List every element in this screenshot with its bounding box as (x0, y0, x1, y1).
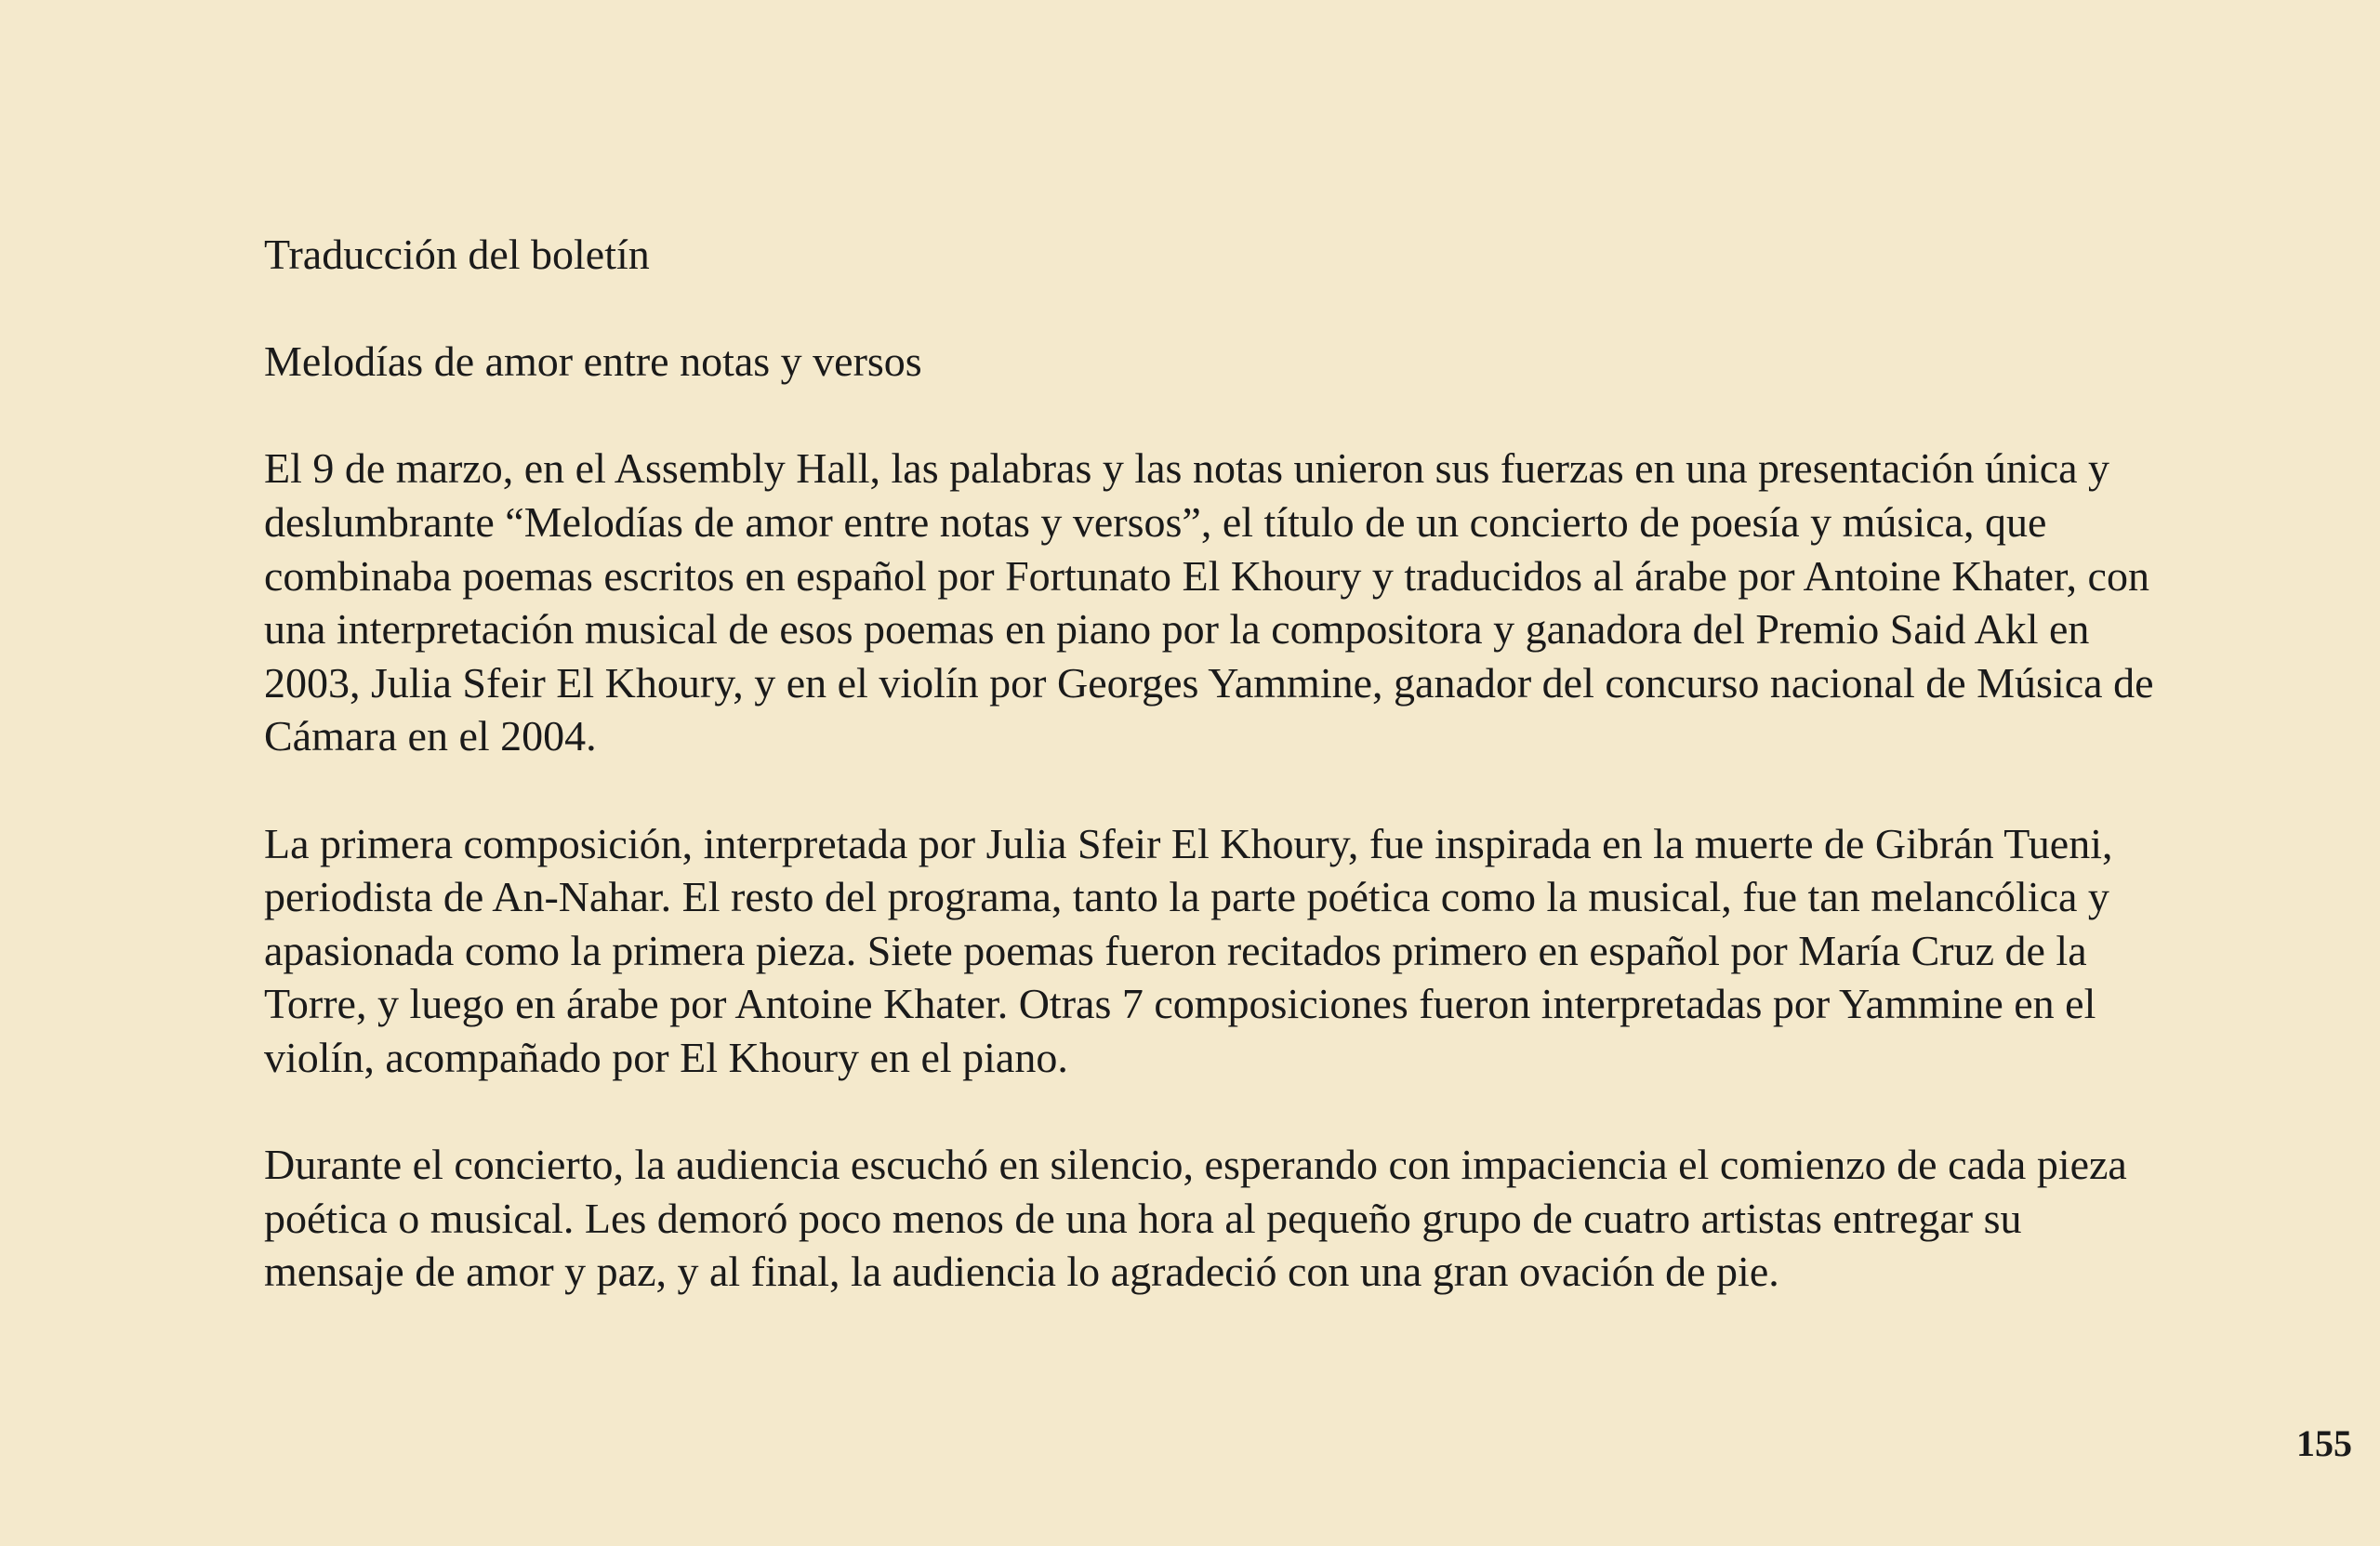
body-paragraph-3: Durante el concierto, la audiencia escuchó en silencio, esperando con impaciencia el comienzo de cada pieza poética o musical. Les demoró poco menos de una hora al pequeño grupo de cuatro artistas entregar su mensaje de amor y paz, y al final, la audiencia lo agradeció con una gran ovación de pie. (264, 1141, 2127, 1296)
document-title: Melodías de amor entre notas y versos (264, 337, 922, 386)
body-paragraph-1: El 9 de marzo, en el Assembly Hall, las palabras y las notas unieron sus fuerzas en una presentación única y deslumbrante “Melodías de amor entre notas y versos”, el título de un concierto de poesía y música, que combinaba poemas escritos en español por Fortunato El Khoury y traducidos al árabe por Antoine Khater, con una interpretación musical de esos poemas en piano por la compositora y ganadora del Premio Said Akl en 2003, Julia Sfeir El Khoury, y en el violín por Georges Yammine, ganador del concurso nacional de Música de Cámara en el 2004. (264, 444, 2154, 760)
document-label: Traducción del boletín (264, 231, 650, 278)
body-paragraph-2: La primera composición, interpretada por Julia Sfeir El Khoury, fue inspirada en la muerte de Gibrán Tueni, periodista de An-Nahar. El resto del programa, tanto la parte poética como la musical, fue tan melancólica y apasionada como la primera pieza. Siete poemas fueron recitados primero en español por María Cruz de la Torre, y luego en árabe por Antoine Khater. Otras 7 composiciones fueron interpretadas por Yammine en el violín, acompañado por El Khoury en el piano. (264, 819, 2113, 1081)
document-page (264, 228, 2170, 1299)
page-number: 155 (2296, 1422, 2352, 1464)
